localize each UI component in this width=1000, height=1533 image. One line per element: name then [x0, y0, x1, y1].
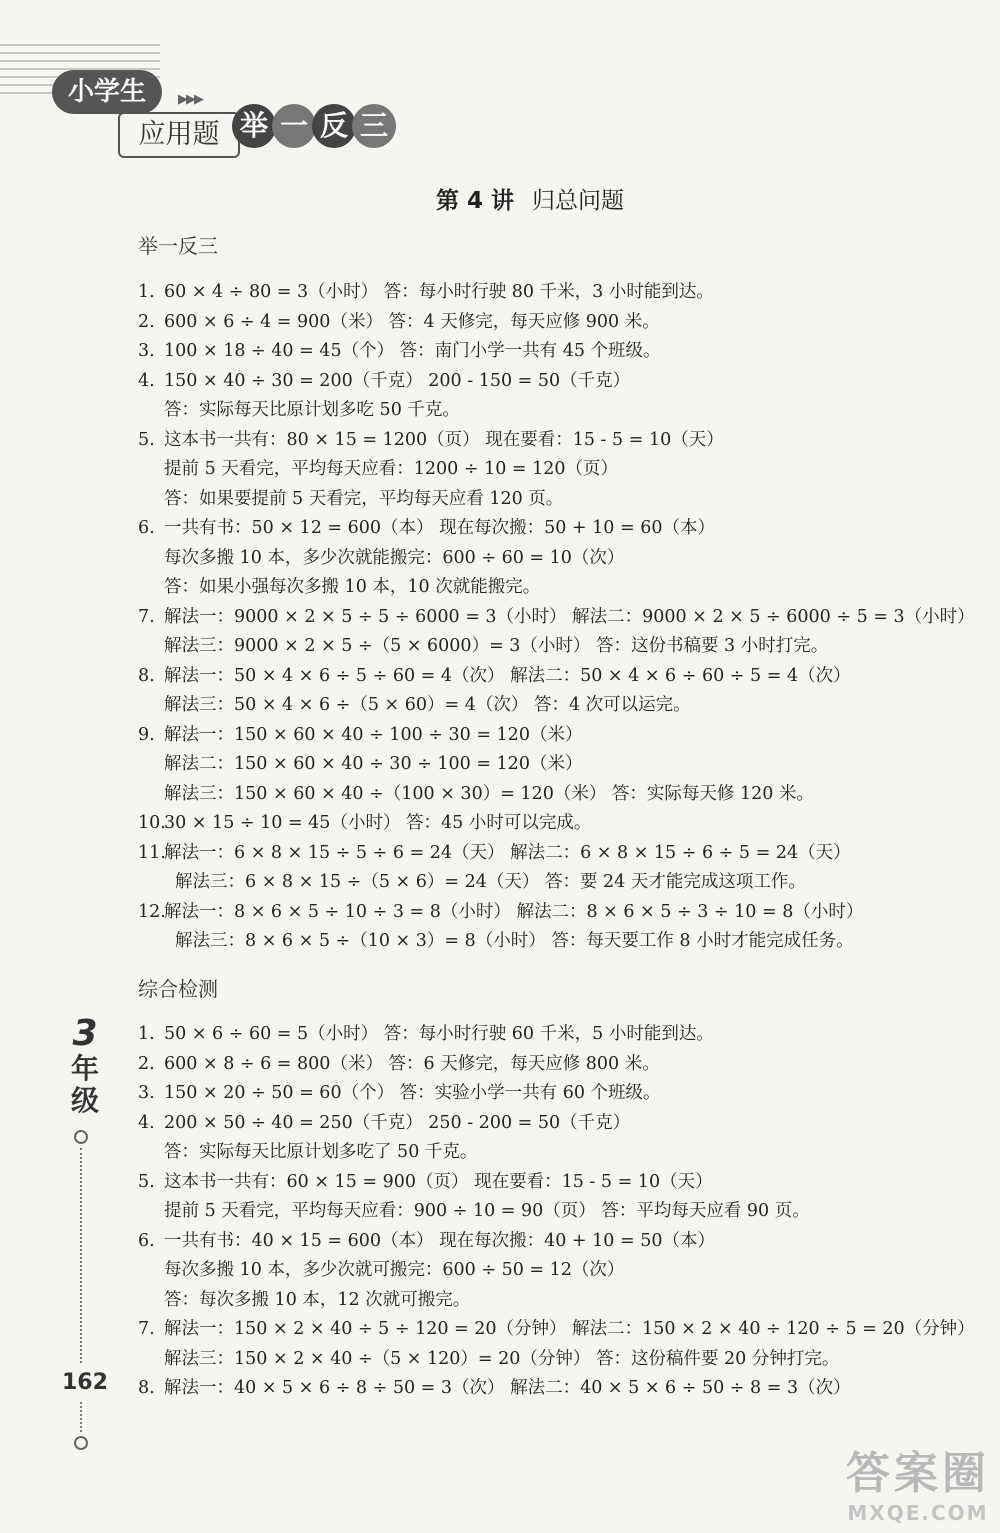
- answer-text: 解法一：150 × 60 × 40 ÷ 100 ÷ 30 = 120（米）: [164, 724, 583, 745]
- answer-text: 提前 5 天看完，平均每天应看：1200 ÷ 10 = 120（页）: [164, 459, 619, 479]
- answer-text: 解法一：40 × 5 × 6 ÷ 8 ÷ 50 = 3（次） 解法二：40 × 5 × 6 ÷ 50 ÷ 8 = 3（次）: [164, 1378, 851, 1398]
- answer-text: 这本书一共有：80 × 15 = 1200（页） 现在要看：15 - 5 = 10（天）: [164, 429, 724, 450]
- answer-item: [138, 721, 988, 751]
- answer-continuation: [138, 780, 988, 810]
- answer-continuation: [138, 927, 988, 957]
- item-number: 7.: [138, 606, 155, 627]
- answer-text: 解法三：150 × 2 × 40 ÷（5 × 120）= 20（分钟） 答：这份稿件要 20 分钟打完。: [164, 1348, 840, 1369]
- logo-circle: 三: [352, 104, 396, 148]
- answer-continuation: [138, 868, 988, 898]
- answer-continuation: [138, 455, 988, 485]
- answer-text: 答：如果要提前 5 天看完，平均每天应看 120 页。: [164, 488, 564, 509]
- logo-subtitle-box: 应用题: [118, 112, 240, 158]
- answer-text: 150 × 20 ÷ 50 = 60（个） 答：实验小学一共有 60 个班级。: [164, 1083, 661, 1103]
- logo-circle: 举: [232, 104, 276, 148]
- item-number: 1.: [138, 1024, 155, 1044]
- answer-continuation: [138, 1345, 988, 1375]
- answer-text: 解法二：150 × 60 × 40 ÷ 30 ÷ 100 = 120（米）: [164, 754, 583, 774]
- answer-text: 解法三：8 × 6 × 5 ÷（10 × 3）= 8（小时） 答：每天要工作 8 小时才能完成任务。: [175, 931, 854, 951]
- answer-text: 答：每次多搬 10 本，12 次就可搬完。: [164, 1289, 471, 1310]
- item-number: 11.: [138, 842, 166, 863]
- answer-continuation: [138, 1286, 988, 1316]
- answer-text: 解法一：150 × 2 × 40 ÷ 5 ÷ 120 = 20（分钟） 解法二：150 × 2 × 40 ÷ 120 ÷ 5 = 20（分钟）: [164, 1319, 975, 1339]
- answer-item: [138, 278, 988, 308]
- answer-item: [138, 1374, 988, 1404]
- item-number: 6.: [138, 1230, 155, 1251]
- answer-continuation: [138, 573, 988, 603]
- section-heading-review: 综合检测: [138, 977, 218, 1001]
- answer-text: 解法一：50 × 4 × 6 ÷ 5 ÷ 60 = 4（次） 解法二：50 × 4 × 6 ÷ 60 ÷ 5 = 4（次）: [164, 665, 851, 686]
- answer-text: 这本书一共有：60 × 15 = 900（页） 现在要看：15 - 5 = 10（天）: [164, 1171, 713, 1192]
- answer-continuation: [138, 1138, 988, 1168]
- ring-icon: [74, 1436, 88, 1450]
- answer-text: 答：实际每天比原计划多吃了 50 千克。: [164, 1142, 478, 1162]
- answer-continuation: [138, 396, 988, 426]
- dotted-divider: [80, 1148, 82, 1363]
- answer-text: 答：实际每天比原计划多吃 50 千克。: [164, 400, 460, 420]
- answer-item: [138, 1109, 988, 1139]
- item-number: 5.: [138, 1171, 155, 1192]
- answer-item: [138, 839, 988, 869]
- answer-item: [138, 1315, 988, 1345]
- logo-circles: [232, 104, 392, 148]
- item-number: 2.: [138, 311, 155, 332]
- answer-continuation: [138, 544, 988, 574]
- answer-item: [138, 662, 988, 692]
- answer-text: 解法三：50 × 4 × 6 ÷（5 × 60）= 4（次） 答：4 次可以运完。: [164, 695, 691, 715]
- item-number: 9.: [138, 724, 155, 745]
- answer-item: [138, 1020, 988, 1050]
- answer-item: [138, 367, 988, 397]
- answer-text: 每次多搬 10 本，多少次就能搬完：600 ÷ 60 = 10（次）: [164, 547, 625, 568]
- answer-text: 600 × 6 ÷ 4 = 900（米） 答：4 天修完，每天应修 900 米。: [164, 311, 660, 332]
- item-number: 2.: [138, 1053, 155, 1074]
- answer-list-practice: [138, 278, 988, 957]
- lecture-topic: 归总问题: [532, 188, 625, 214]
- answer-text: 提前 5 天看完，平均每天应看：900 ÷ 10 = 90（页） 答：平均每天应看 90 页。: [164, 1201, 810, 1221]
- answer-item: [138, 809, 988, 839]
- answer-text: 100 × 18 ÷ 40 = 45（个） 答：南门小学一共有 45 个班级。: [164, 341, 661, 361]
- item-number: 6.: [138, 518, 155, 538]
- watermark-url: MXQE.COM: [847, 1501, 989, 1525]
- answer-item: [138, 337, 988, 367]
- item-number: 8.: [138, 1378, 155, 1398]
- logo-circle: 一: [272, 104, 316, 148]
- answer-text: 50 × 6 ÷ 60 = 5（小时） 答：每小时行驶 60 千米，5 小时能到达。: [164, 1024, 714, 1044]
- logo-top-badge: 小学生: [52, 70, 162, 114]
- section-heading-practice: 举一反三: [138, 234, 218, 258]
- logo-circle: 反: [312, 104, 356, 148]
- answer-continuation: [138, 1197, 988, 1227]
- item-number: 5.: [138, 429, 155, 450]
- answer-continuation: [138, 1256, 988, 1286]
- item-number: 7.: [138, 1319, 155, 1339]
- answer-item: [138, 603, 988, 633]
- item-number: 10.: [138, 813, 166, 833]
- grade-marker: [60, 1015, 110, 1117]
- answer-item: [138, 1227, 988, 1257]
- answer-item: [138, 1168, 988, 1198]
- answer-item: [138, 898, 988, 928]
- answer-text: 一共有书：40 × 15 = 600（本） 现在每次搬：40 + 10 = 50（本）: [164, 1230, 715, 1251]
- item-number: 12.: [138, 901, 166, 922]
- answer-item: [138, 426, 988, 456]
- answer-text: 解法三：9000 × 2 × 5 ÷（5 × 6000）= 3（小时） 答：这份书稿要 3 小时打完。: [164, 636, 829, 656]
- book-series-logo: [0, 0, 420, 170]
- answer-text: 答：如果小强每次多搬 10 本，10 次就能搬完。: [164, 577, 541, 597]
- answer-text: 每次多搬 10 本，多少次就可搬完：600 ÷ 50 = 12（次）: [164, 1260, 625, 1280]
- answer-continuation: [138, 632, 988, 662]
- grade-char: 级: [70, 1084, 99, 1117]
- item-number: 3.: [138, 1083, 155, 1103]
- answer-text: 30 × 15 ÷ 10 = 45（小时） 答：45 小时可以完成。: [164, 813, 592, 833]
- answer-item: [138, 1050, 988, 1080]
- answer-text: 解法三：150 × 60 × 40 ÷（100 × 30）= 120（米） 答：实际每天修 120 米。: [164, 783, 814, 804]
- ring-icon: [74, 1130, 88, 1144]
- answer-item: [138, 514, 988, 544]
- answer-text: 解法三：6 × 8 × 15 ÷（5 × 6）= 24（天） 答：要 24 天才能完成这项工作。: [175, 872, 806, 892]
- grade-char: 年: [70, 1052, 99, 1085]
- answer-text: 解法一：9000 × 2 × 5 ÷ 5 ÷ 6000 = 3（小时） 解法二：9000 × 2 × 5 ÷ 6000 ÷ 5 = 3（小时）: [164, 606, 975, 627]
- answer-list-review: [138, 1020, 988, 1404]
- item-number: 1.: [138, 282, 155, 302]
- answer-item: [138, 308, 988, 338]
- answer-continuation: [138, 485, 988, 515]
- answer-text: 60 × 4 ÷ 80 = 3（小时） 答：每小时行驶 80 千米，3 小时能到达。: [164, 282, 714, 302]
- lecture-number: 第 4 讲: [435, 188, 515, 214]
- answer-item: [138, 1079, 988, 1109]
- answer-text: 解法一：6 × 8 × 15 ÷ 5 ÷ 6 = 24（天） 解法二：6 × 8 × 15 ÷ 6 ÷ 5 = 24（天）: [164, 842, 851, 863]
- watermark-logo-text: 答案圈: [846, 1448, 990, 1499]
- page-number: 162: [62, 1370, 108, 1395]
- item-number: 3.: [138, 341, 155, 361]
- page-title: [0, 182, 1000, 215]
- answer-text: 一共有书：50 × 12 = 600（本） 现在每次搬：50 + 10 = 60（本）: [164, 518, 715, 538]
- answer-continuation: [138, 691, 988, 721]
- answer-text: 解法一：8 × 6 × 5 ÷ 10 ÷ 3 = 8（小时） 解法二：8 × 6 × 5 ÷ 3 ÷ 10 = 8（小时）: [164, 901, 864, 922]
- answer-text: 150 × 40 ÷ 30 = 200（千克） 200 - 150 = 50（千克）: [164, 370, 631, 391]
- item-number: 4.: [138, 1112, 155, 1133]
- item-number: 4.: [138, 370, 155, 391]
- arrow-icon: ▶▶▶: [178, 92, 202, 107]
- answer-continuation: [138, 750, 988, 780]
- item-number: 8.: [138, 665, 155, 686]
- answer-text: 600 × 8 ÷ 6 = 800（米） 答：6 天修完，每天应修 800 米。: [164, 1053, 660, 1074]
- grade-number: 3: [72, 1013, 98, 1054]
- dotted-divider: [80, 1402, 82, 1432]
- answer-text: 200 × 50 ÷ 40 = 250（千克） 250 - 200 = 50（千克）: [164, 1112, 631, 1133]
- site-watermark: [846, 1437, 990, 1525]
